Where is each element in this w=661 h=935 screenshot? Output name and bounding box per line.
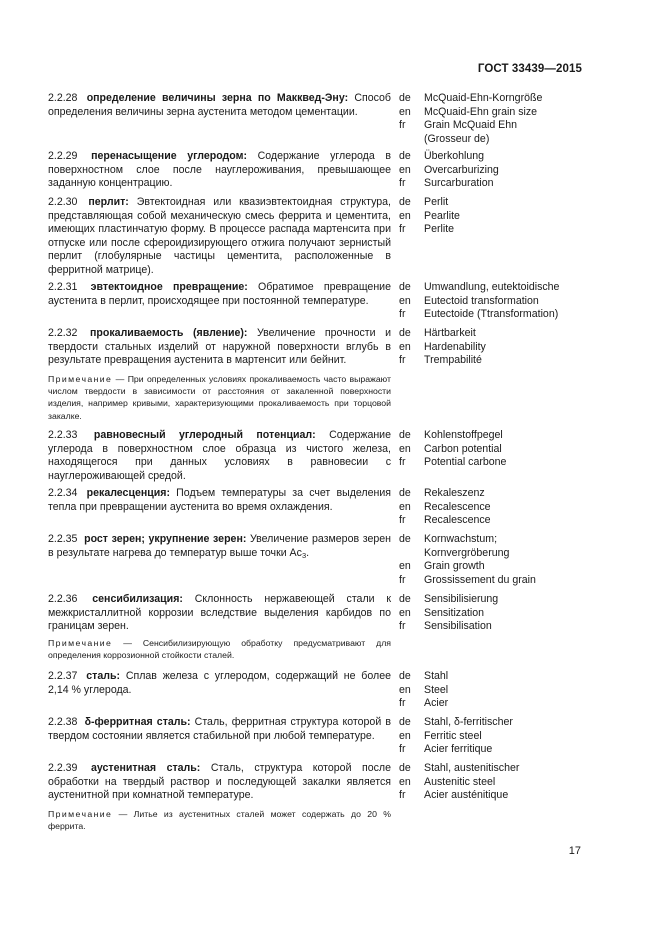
document-header: ГОСТ 33439—2015 [477, 63, 582, 75]
term: аустенитная сталь: [91, 762, 201, 774]
term: рекалесценция: [86, 487, 170, 499]
term: δ-ферритная сталь: [84, 716, 191, 728]
translations: de Härtbarkeit en Hardenability fr Trempabilité [399, 327, 486, 367]
translations: de Kornwachstum; Kornvergröberung en Grain growth fr Grossissement du grain [399, 533, 536, 586]
term: рост зерен; укрупнение зерен: [84, 533, 247, 545]
term: перенасыщение углеродом: [91, 150, 247, 162]
translations: de Stahl, δ-ferritischer en Ferritic steel fr Acier ferritique [399, 716, 513, 756]
note: Примечание — При определенных условиях прокаливаемость часто выражают числом твердости в зависимости от расстояния от закаленной поверхности изделия, например кривыми, характеризующими прокаливаемость при торцовой закалке. [48, 374, 391, 421]
translations: de Rekaleszenz en Recalescence fr Recalescence [399, 487, 491, 527]
definition: 2.2.33 равновесный углеродный потенциал: Содержание углерода в поверхностном слое образца из чистого железа, находящегося при данных условиях в равновесии с науглероживающей средой. [48, 429, 391, 482]
definition: 2.2.32 прокаливаемость (явление): Увеличение прочности и твердости стальных изделий от наружной поверхности вглубь в результате превращения аустенита в мартенсит или бейнит. [48, 327, 391, 367]
page-number: 17 [568, 845, 581, 857]
note: Примечание — Сенсибилизирующую обработку предусматривают для определения коррозионной стойкости сталей. [48, 638, 391, 661]
translations: de Sensibilisierung en Sensitization fr Sensibilisation [399, 593, 499, 633]
term: прокаливаемость (явление): [90, 327, 248, 339]
definition: 2.2.36 сенсибилизация: Склонность нержавеющей стали к межкристаллитной коррозии вследствие выделения карбидов по границам зерен. [48, 593, 391, 633]
translations: de Umwandlung, eutektoidische en Eutectoid transformation fr Eutectoide (Ttransformation) [399, 281, 560, 321]
term: эвтектоидное превращение: [90, 281, 248, 293]
definition: 2.2.31 эвтектоидное превращение: Обратимое превращение аустенита в перлит, происходящее при постоянной температуре. [48, 281, 391, 307]
translations: de McQuaid-Ehn-Korngröße en McQuaid-Ehn grain size fr Grain McQuaid Ehn (Grosseur de) [399, 92, 543, 145]
term: перлит: [88, 196, 129, 208]
definition: 2.2.39 аустенитная сталь: Сталь, структура которой после обработки на твердый раствор и последующей закалки является аустенитной при комнатной температуре. [48, 762, 392, 802]
term: сенсибилизация: [92, 593, 183, 605]
definition: 2.2.37 сталь: Сплав железа с углеродом, содержащий не более 2,14 % углерода. [48, 670, 391, 696]
term: сталь: [86, 670, 121, 682]
note-label: Примечание [48, 809, 113, 819]
note: Примечание — Литье из аустенитных сталей может содержать до 20 % феррита. [48, 809, 391, 832]
translations: de Stahl en Steel fr Acier [399, 670, 449, 710]
term: определение величины зерна по Макквед-Эну: [86, 92, 349, 104]
definition: 2.2.29 перенасыщение углеродом: Содержание углерода в поверхностном слое после науглероживания, превышающее заданную концентрацию. [48, 150, 391, 190]
term: равновесный углеродный потенциал: [93, 429, 316, 441]
translations: de Kohlenstoffpegel en Carbon potential fr Potential carbone [399, 429, 507, 469]
translations: de Stahl, austenitischer en Austenitic steel fr Acier austénitique [399, 762, 520, 802]
definition: 2.2.35 рост зерен; укрупнение зерен: Увеличение размеров зерен в результате нагрева до температур выше точки $Ac_3$. [48, 533, 391, 560]
translations: de Perlit en Pearlite fr Perlite [399, 196, 460, 236]
definition: 2.2.38 δ-ферритная сталь: Сталь, ферритная структура которой в твердом состоянии является стабильной при любой температуре. [48, 716, 391, 742]
definition: 2.2.34 рекалесценция: Подъем температуры за счет выделения тепла при превращении аустенита во время охлаждения. [48, 487, 391, 513]
note-label: Примечание [48, 374, 113, 384]
definition: 2.2.28 определение величины зерна по Макквед-Эну: Способ определения величины зерна аустенита методом цементации. [48, 92, 391, 118]
definition: 2.2.30 перлит: Эвтектоидная или квазиэвтектоидная структура, представляющая собой механическую смесь феррита и цементита, имеющих пластинчатую форму. В процессе распада мартенсита при отпуске или после сфероидизирующего отжига получают зернистый перлит (глобулярные частицы цементита, расположенные в ферритной матрице). [48, 196, 391, 276]
note-label: Примечание [48, 638, 113, 648]
translations: de Überkohlung en Overcarburizing fr Surcarburation [399, 150, 499, 190]
